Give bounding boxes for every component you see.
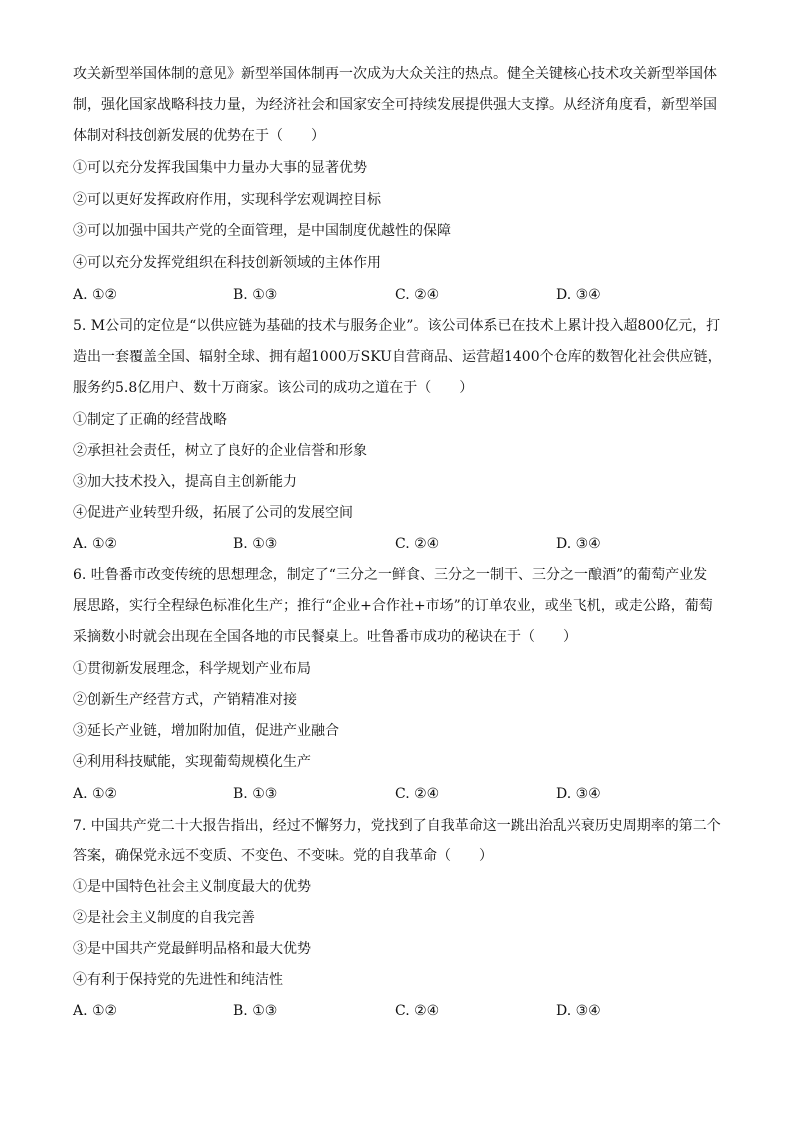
q6-choices bbox=[73, 784, 733, 804]
q6-option-1: ①贯彻新发展理念，科学规划产业布局 bbox=[73, 661, 311, 677]
q5-stem-line-2: 造出一套覆盖全国、辐射全球、拥有超1000万SKU自营商品、运营超1400个仓库的数智化社会供应链， bbox=[73, 349, 722, 365]
q5-choices bbox=[73, 534, 733, 554]
q5-option-3: ③加大技术投入，提高自主创新能力 bbox=[73, 474, 297, 490]
q6-choice-b: B. ①③ bbox=[233, 786, 278, 802]
q4-choices bbox=[73, 285, 733, 305]
q7-option-2: ②是社会主义制度的自我完善 bbox=[73, 910, 255, 926]
q5-choice-a: A. ①② bbox=[73, 536, 118, 552]
q4-stem-line-3: 体制对科技创新发展的优势在于（ ） bbox=[73, 128, 325, 144]
q6-stem-line-2: 展思路，实行全程绿色标准化生产；推行“企业+合作社+市场”的订单农业，或坐飞机，或走公路，葡萄 bbox=[73, 598, 713, 614]
q6-choice-a: A. ①② bbox=[73, 786, 118, 802]
q7-option-3: ③是中国共产党最鲜明品格和最大优势 bbox=[73, 941, 311, 957]
q5-stem-line-3: 服务约5.8亿用户、数十万商家。该公司的成功之道在于（ ） bbox=[73, 380, 474, 396]
q4-choice-c: C. ②④ bbox=[395, 287, 440, 303]
q4-option-4: ④可以充分发挥党组织在科技创新领域的主体作用 bbox=[73, 255, 381, 271]
q6-option-2: ②创新生产经营方式，产销精准对接 bbox=[73, 692, 297, 708]
q7-choice-b: B. ①③ bbox=[233, 1003, 278, 1019]
q6-choice-d: D. ③④ bbox=[556, 786, 601, 802]
q7-stem-line-1: 7. 中国共产党二十大报告指出，经过不懈努力，党找到了自我革命这一跳出治乱兴衰历史周期率的第二个 bbox=[73, 818, 721, 834]
q6-stem-line-3: 采摘数小时就会出现在全国各地的市民餐桌上。吐鲁番市成功的秘诀在于（ ） bbox=[73, 629, 577, 645]
q7-option-1: ①是中国特色社会主义制度最大的优势 bbox=[73, 879, 311, 895]
q5-option-4: ④促进产业转型升级，拓展了公司的发展空间 bbox=[73, 505, 353, 521]
q4-option-1: ①可以充分发挥我国集中力量办大事的显著优势 bbox=[73, 160, 367, 176]
q7-option-4: ④有利于保持党的先进性和纯洁性 bbox=[73, 972, 283, 988]
q5-choice-b: B. ①③ bbox=[233, 536, 278, 552]
q4-stem-line-1: 攻关新型举国体制的意见》新型举国体制再一次成为大众关注的热点。健全关键核心技术攻关新型举国体 bbox=[73, 66, 717, 82]
q4-option-2: ②可以更好发挥政府作用，实现科学宏观调控目标 bbox=[73, 192, 381, 208]
q7-choice-d: D. ③④ bbox=[556, 1003, 601, 1019]
q5-choice-c: C. ②④ bbox=[395, 536, 440, 552]
q4-option-3: ③可以加强中国共产党的全面管理，是中国制度优越性的保障 bbox=[73, 223, 451, 239]
q6-option-3: ③延长产业链，增加附加值，促进产业融合 bbox=[73, 723, 339, 739]
q5-option-2: ②承担社会责任，树立了良好的企业信誉和形象 bbox=[73, 443, 367, 459]
q7-choice-a: A. ①② bbox=[73, 1003, 118, 1019]
q4-choice-b: B. ①③ bbox=[233, 287, 278, 303]
q6-stem-line-1: 6. 吐鲁番市改变传统的思想理念，制定了“三分之一鲜食、三分之一制干、三分之一酿酒”的葡萄产业发 bbox=[73, 567, 708, 583]
q5-stem-line-1: 5. M公司的定位是“以供应链为基础的技术与服务企业”。该公司体系已在技术上累计投入超800亿元，打 bbox=[73, 318, 721, 334]
q7-choices bbox=[73, 1001, 733, 1021]
q6-option-4: ④利用科技赋能，实现葡萄规模化生产 bbox=[73, 754, 311, 770]
q4-choice-d: D. ③④ bbox=[556, 287, 601, 303]
q5-option-1: ①制定了正确的经营战略 bbox=[73, 412, 227, 428]
q7-choice-c: C. ②④ bbox=[395, 1003, 440, 1019]
q7-stem-line-2: 答案，确保党永远不变质、不变色、不变味。党的自我革命（ ） bbox=[73, 848, 493, 864]
q6-choice-c: C. ②④ bbox=[395, 786, 440, 802]
q5-choice-d: D. ③④ bbox=[556, 536, 601, 552]
q4-choice-a: A. ①② bbox=[73, 287, 118, 303]
q4-stem-line-2: 制，强化国家战略科技力量，为经济社会和国家安全可持续发展提供强大支撑。从经济角度看，新型举国 bbox=[73, 97, 717, 113]
